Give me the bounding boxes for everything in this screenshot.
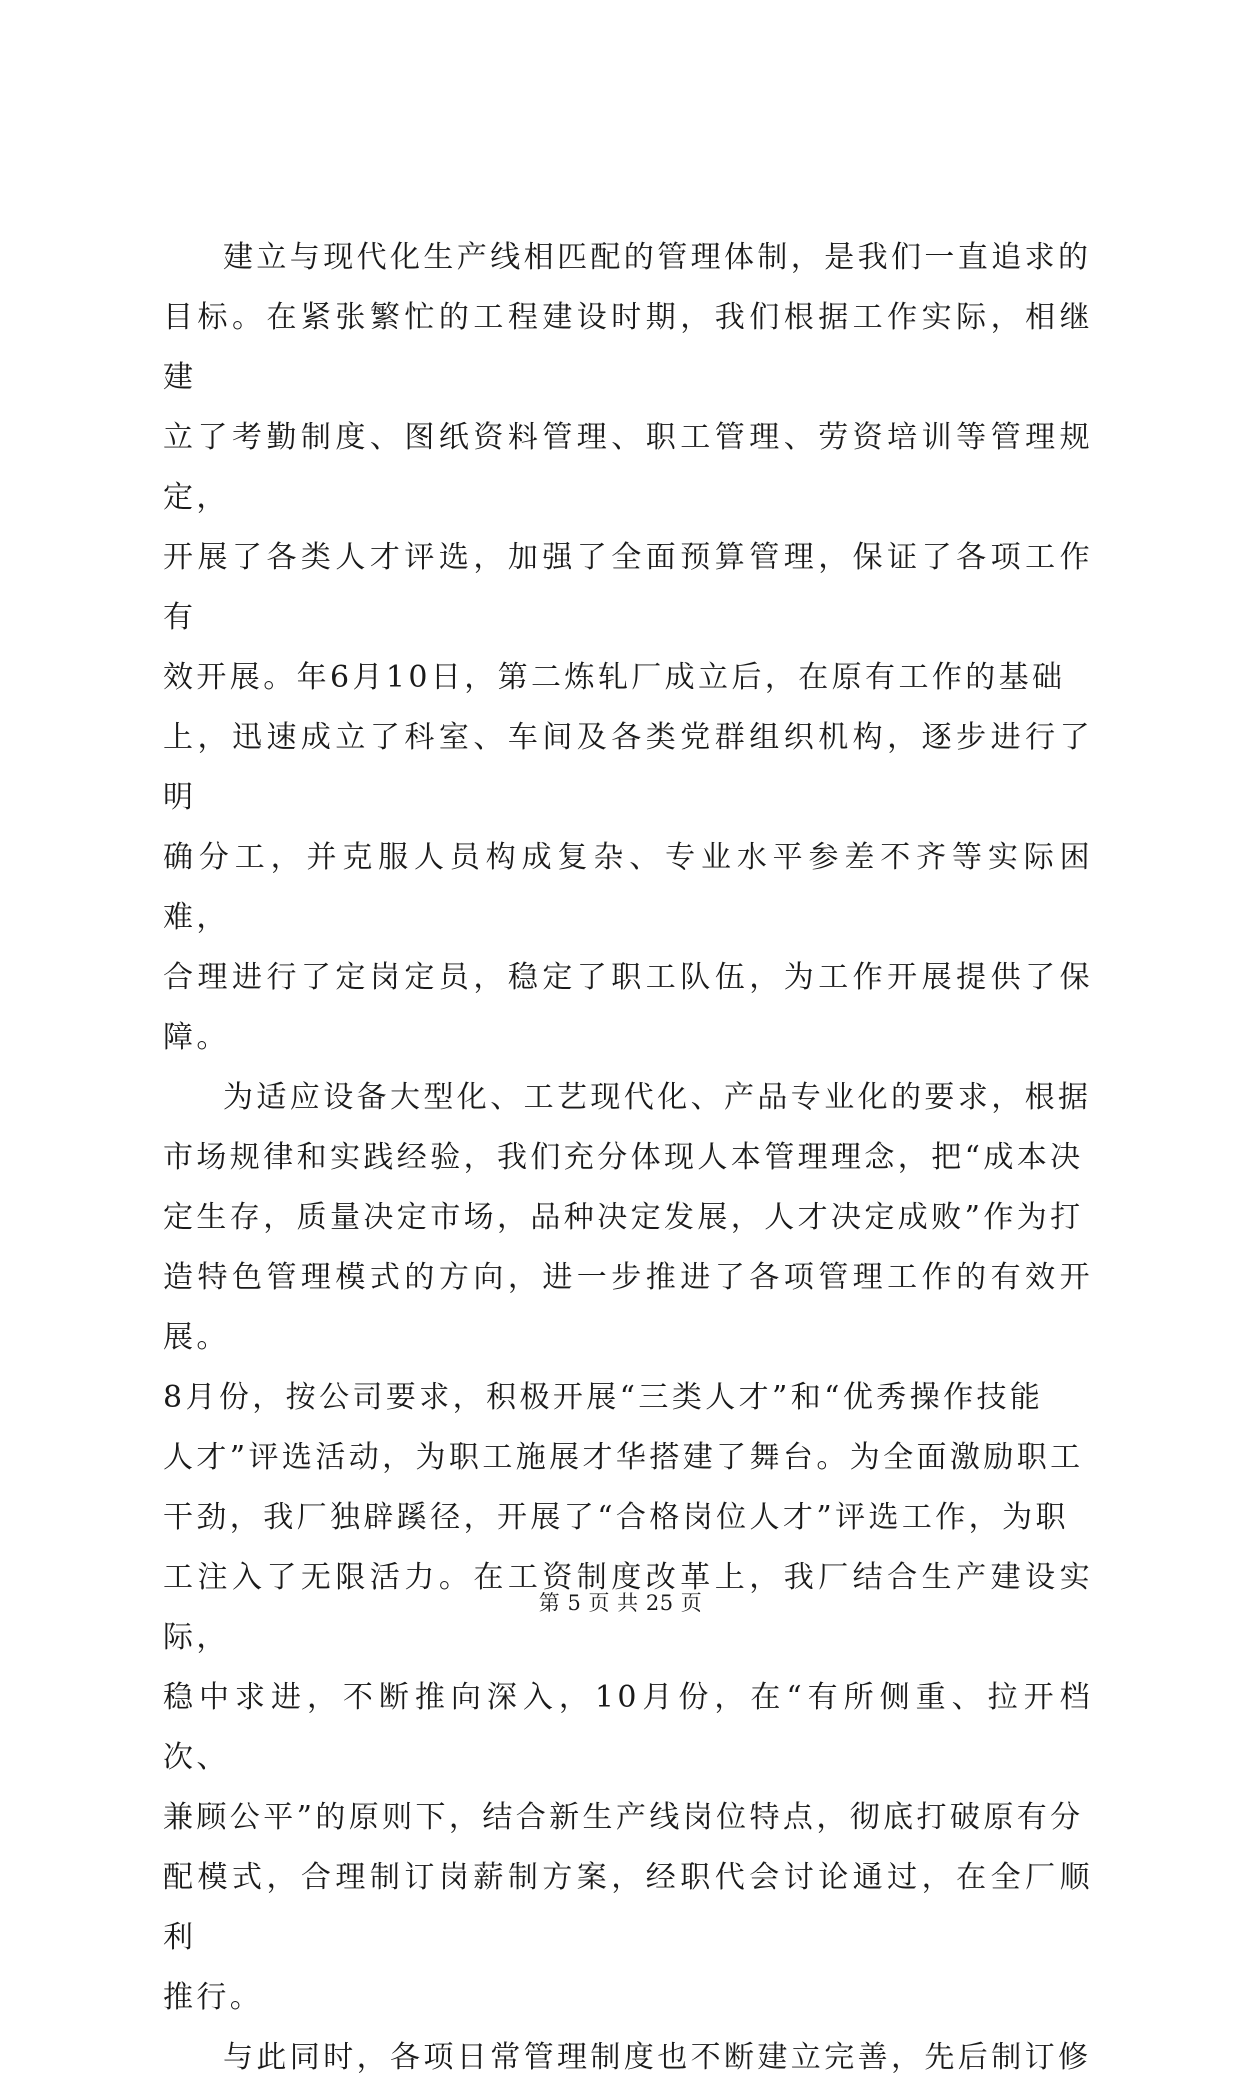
paragraph-daily-management: 与此同时，各项日常管理制度也不断建立完善，先后制订修 [223,2040,1092,2075]
page-number-footer: 第 5 页 共 25 页 [538,1591,703,1615]
paragraph-talent-management: 为适应设备大型化、工艺现代化、产品专业化的要求，根据 市场规律和实践经验，我们充分体现人本管理理念，把“成本决 定生存，质量决定市场，品种决定发展，人才决定成败”作为打 造特色管理模式的方向，进一步推进了各项管理工作的有效开展。 8月份，按公司要求，积极开展“三类人才”和“优秀操作技能 人才”评选活动，为职工施展才华搭建了舞台。为全面激励职工 干劲，我厂独辟蹊径，开展了“合格岗位人才”评选工作，为职 工注入了无限活力。在工资制度改革上，我厂结合生产建设实际， 稳中求进，不断推向深入，10月份，在“有所侧重、拉开档次、 兼顾公平”的原则下，结合新生产线岗位特点，彻底打破原有分 配模式，合理制订岗薪制方案，经职代会讨论通过，在全厂顺利 推行。 [163,1080,1093,2015]
paragraph-management-system: 建立与现代化生产线相匹配的管理体制，是我们一直追求的 目标。在紧张繁忙的工程建设时期，我们根据工作实际，相继建 立了考勤制度、图纸资料管理、职工管理、劳资培训等管理规定， 开展了各类人才评选，加强了全面预算管理，保证了各项工作有 效开展。年6月10日，第二炼轧厂成立后，在原有工作的基础 上，迅速成立了科室、车间及各类党群组织机构，逐步进行了明 确分工，并克服人员构成复杂、专业水平参差不齐等实际困难， 合理进行了定岗定员，稳定了职工队伍，为工作开展提供了保障。 [163,240,1093,1055]
document-body [163,228,1093,2088]
